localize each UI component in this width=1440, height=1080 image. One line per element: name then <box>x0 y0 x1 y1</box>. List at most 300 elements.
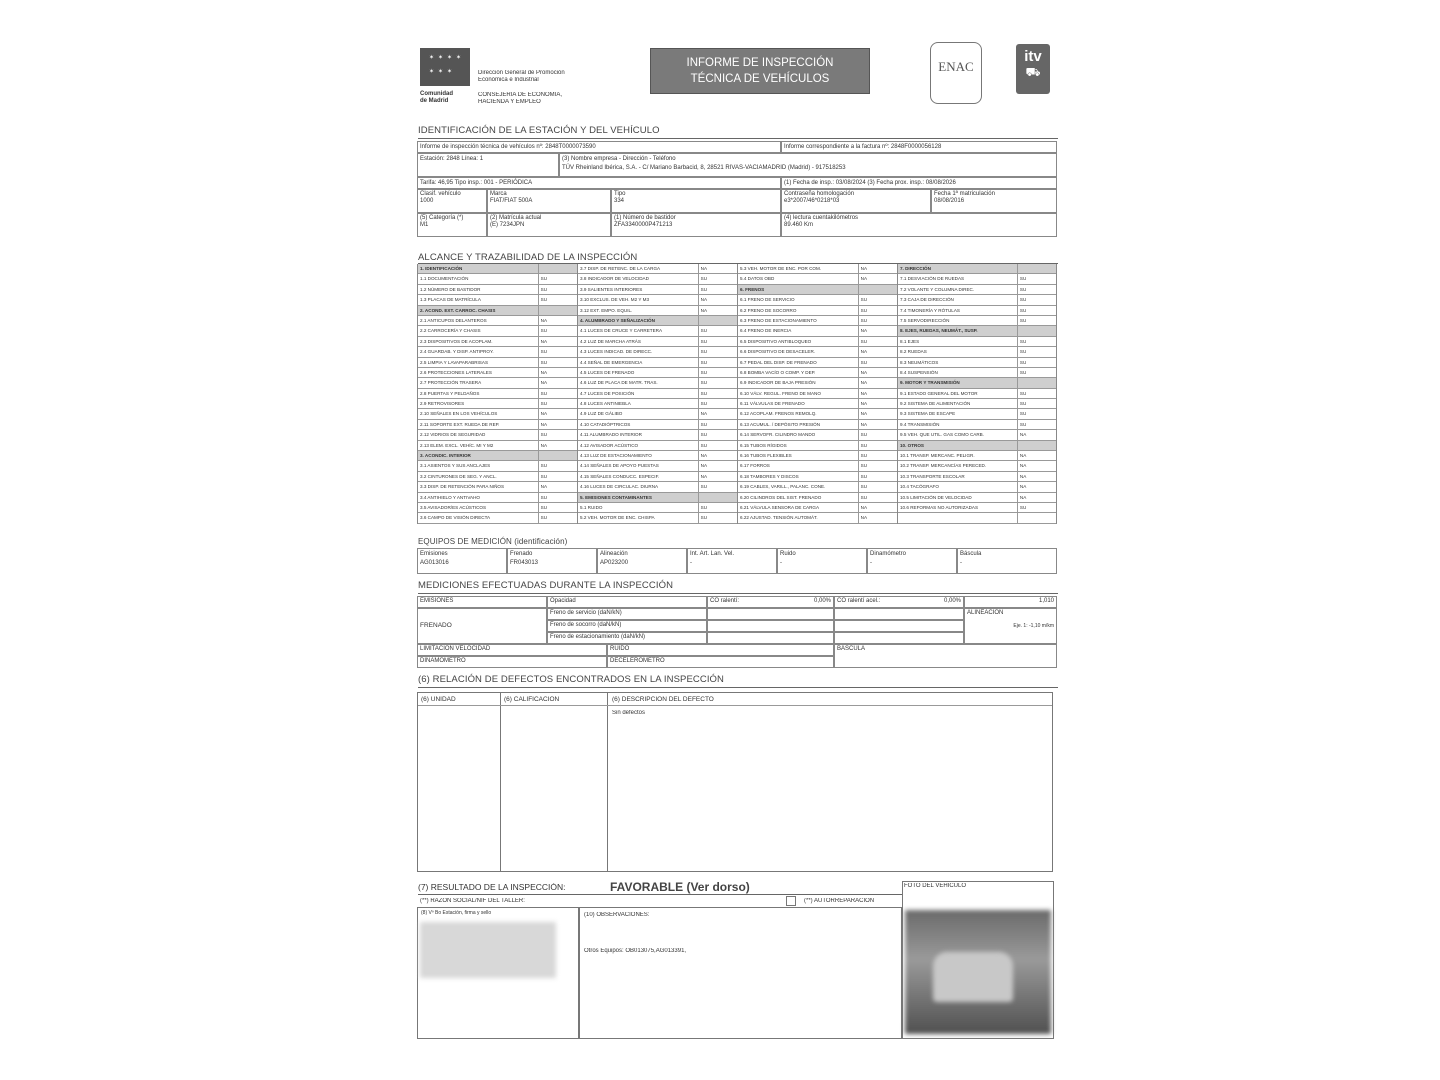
defects-col-unit: (6) UNIDAD <box>421 696 456 703</box>
scope-item-label: 3.6 CAMPO DE VISIÓN DIRECTA <box>418 513 539 522</box>
report-number-cell: Informe de inspección técnica de vehículos nº: 2848T0000073590 <box>417 141 781 153</box>
scope-row <box>578 274 737 284</box>
scope-item-result <box>859 285 897 294</box>
scope-row <box>578 285 737 295</box>
scope-row <box>738 389 897 399</box>
scope-row <box>578 378 737 388</box>
scope-item-result <box>699 493 737 502</box>
scope-item-result <box>539 264 577 273</box>
scope-item-label: 4.12 AVISADOR ACÚSTICO <box>578 441 699 450</box>
scope-item-label: 2.4 GUARDAB. Y DISP. ANTIPROY. <box>418 347 539 356</box>
scope-row <box>738 264 897 274</box>
scope-item-result: NA <box>700 473 708 479</box>
scope-item-label: 6.11 VÁLVULAS DE FRENADO <box>738 399 859 408</box>
scope-item-label: 2.9 RETROVISORES <box>418 399 539 408</box>
opacity-cell: Opacidad <box>547 596 707 608</box>
equipment-value: AG013016 <box>420 560 449 566</box>
scope-item-result <box>539 306 577 315</box>
scope-item-result: SU <box>540 359 548 365</box>
scope-section-title: ALCANCE Y TRAZABILIDAD DE LA INSPECCIÓN <box>418 252 638 263</box>
scope-item-label: 6.9 INDICADOR DE BAJA PRESIÓN <box>738 378 859 387</box>
scope-item-label: 1. IDENTIFICACIÓN <box>418 264 539 273</box>
scope-item-label: 10. OTROS <box>898 441 1018 450</box>
scope-row <box>898 513 1056 523</box>
scope-row <box>738 409 897 419</box>
scope-item-result: NA <box>860 411 868 417</box>
scope-row <box>738 295 897 305</box>
scope-item-result: SU <box>700 421 708 427</box>
scope-row <box>898 409 1056 419</box>
org-detail-3: CONSEJERÍA DE ECONOMÍA, <box>478 92 563 98</box>
scope-item-label: 7. DIRECCIÓN <box>898 264 1018 273</box>
scope-item-label: 3.2 CINTURONES DE SEG. Y ANCL. <box>418 472 539 481</box>
scope-row <box>418 420 577 430</box>
scope-item-result: SU <box>860 307 868 313</box>
scope-row <box>578 472 737 482</box>
scope-row <box>898 420 1056 430</box>
equipment-label: Frenado <box>510 551 533 557</box>
scope-item-result: SU <box>700 401 708 407</box>
service-brake-cell: Freno de servicio (daN/kN) <box>547 608 707 620</box>
scope-row <box>898 264 1056 274</box>
tipo-cell: Tipo 334 <box>611 189 781 213</box>
scope-row <box>898 472 1056 482</box>
scope-item-label: 6.15 TUBOS RÍGIDOS <box>738 441 859 450</box>
workshop-label: (**) RAZÓN SOCIAL/NIF DEL TALLER: <box>420 898 525 904</box>
autorepair-checkbox[interactable] <box>786 896 796 906</box>
scope-item-label: 4.6 LUZ DE PLACA DE MATR. TRAS. <box>578 378 699 387</box>
scope-row <box>738 378 897 388</box>
defects-table <box>417 692 1053 872</box>
scope-item-result: SU <box>860 494 868 500</box>
scope-row <box>898 482 1056 492</box>
scope-row <box>898 295 1056 305</box>
equipment-value: AP023200 <box>600 560 629 566</box>
scope-item-label: 3.5 AVISADOR/ES ACÚSTICOS <box>418 503 539 512</box>
scope-row <box>738 368 897 378</box>
equipment-value: - <box>870 560 872 566</box>
scope-item-result: SU <box>860 453 868 459</box>
scope-item-result: NA <box>860 421 868 427</box>
scope-item-result: SU <box>860 463 868 469</box>
scope-row <box>418 347 577 357</box>
scope-item-result: NA <box>540 484 548 490</box>
scope-item-label: 8. EJES, RUEDAS, NEUMÁT., SUSP. <box>898 326 1018 335</box>
scope-row <box>738 285 897 295</box>
scope-item-label: 6.12 ACOPLAM. FRENOS REMOLQ. <box>738 409 859 418</box>
scope-item-result: NA <box>1019 494 1027 500</box>
vehicle-photo <box>902 881 1054 1039</box>
scope-item-label: 5. EMISIONES CONTAMINANTES <box>578 493 699 502</box>
equipment-value: FR043013 <box>510 560 539 566</box>
co-accel-cell: CO ralentí acel.: 0,00% <box>834 596 964 608</box>
scope-row <box>418 430 577 440</box>
scope-row <box>578 409 737 419</box>
scope-row <box>578 347 737 357</box>
scope-row <box>578 441 737 451</box>
company-cell: (3) Nombre empresa - Dirección - Teléfono TÜV Rheinland Ibérica, S.A. - C/ Mariano Barbacid, 8, 28521 RIVAS-VACIAMADRID (Madrid) - 917518253 <box>559 153 1057 177</box>
scope-item-label: 4.5 LUCES DE FRENADO <box>578 368 699 377</box>
scope-item-label: 5.4 DATOS OBD <box>738 274 859 283</box>
scope-item-result: NA <box>1019 484 1027 490</box>
scope-item-result: NA <box>540 411 548 417</box>
speed-limit-cell: LIMITACIÓN VELOCIDAD <box>417 644 607 656</box>
scope-row <box>898 441 1056 451</box>
scope-item-label: 2.1 ANTICUPOS DELANTEROS <box>418 316 539 325</box>
scope-item-label: 4.8 LUCES ANTINIEBLA <box>578 399 699 408</box>
scope-row <box>738 503 897 513</box>
scope-item-result: SU <box>700 328 708 334</box>
org-detail-4: HACIENDA Y EMPLEO <box>478 99 541 105</box>
scope-grid <box>417 264 1057 524</box>
scope-item-result: NA <box>860 390 868 396</box>
equipment-cell <box>687 548 777 574</box>
equipment-cell <box>777 548 867 574</box>
scope-row <box>578 461 737 471</box>
scope-item-label: 4.14 SEÑALES DE APOYO PUESTAS <box>578 461 699 470</box>
scope-row <box>738 347 897 357</box>
scope-item-label: 9.5 VEH. QUE UTIL. GAS COMO CARB. <box>898 430 1018 439</box>
org-detail-2: Económica e Industrial <box>478 77 539 83</box>
scope-item-label: 3.4 ANTIHIELO Y ANTIVAHO <box>418 493 539 502</box>
invoice-number-cell: Informe correspondiente a la factura nº: 2848F0000056128 <box>781 141 1057 153</box>
inspection-report-page <box>414 40 1058 1070</box>
scope-item-result: SU <box>1019 390 1027 396</box>
scope-item-label: 3.3 DISP. DE RETENCIÓN PARA NIÑOS <box>418 482 539 491</box>
scope-item-label: 10.5 LIMITACIÓN DE VELOCIDAD <box>898 493 1018 502</box>
scope-item-result: SU <box>700 390 708 396</box>
scope-row <box>418 503 577 513</box>
scope-item-label: 5.1 RUIDO <box>578 503 699 512</box>
scope-item-label: 3.12 EXT. EMPO. EQUIL. <box>578 306 699 315</box>
scope-item-result <box>539 451 577 460</box>
scope-item-result: SU <box>540 473 548 479</box>
scope-item-label: 6.20 CILINDROS DEL SIST. FRENADO <box>738 493 859 502</box>
scope-item-result: NA <box>860 380 868 386</box>
scope-row <box>898 461 1056 471</box>
scope-row <box>898 378 1056 388</box>
scope-item-result: NA <box>860 401 868 407</box>
scope-item-result: NA <box>540 317 548 323</box>
scope-item-result: SU <box>1019 307 1027 313</box>
scope-item-label: 9. MOTOR Y TRANSMISIÓN <box>898 378 1018 387</box>
scope-item-result <box>699 316 737 325</box>
station-cell: Estación: 2848 Línea: 1 <box>417 153 559 177</box>
scope-row <box>898 493 1056 503</box>
scope-item-label: 6.14 SERVOFR. CILINDRO MANDO <box>738 430 859 439</box>
scope-row <box>418 326 577 336</box>
scope-column <box>577 264 737 524</box>
scope-item-result: NA <box>860 276 868 282</box>
scope-item-result: SU <box>860 297 868 303</box>
parking-brake-cell: Freno de estacionamiento (daN/kN) <box>547 632 707 644</box>
vin-cell: (1) Número de bastidor ZFA3340000P471213 <box>611 213 781 237</box>
scope-item-label: 2. ACOND. EXT. CARROC. CHASIS <box>418 306 539 315</box>
defects-section-title: (6) RELACIÓN DE DEFECTOS ENCONTRADOS EN LA INSPECCIÓN <box>418 674 725 685</box>
scope-item-result: SU <box>700 369 708 375</box>
observations-label: (10) OBSERVACIONES: <box>584 912 650 918</box>
scope-item-label: 4.3 LUCES INDICAD. DE DIRECC. <box>578 347 699 356</box>
car-icon: ⛟ <box>1025 65 1041 79</box>
scope-item-result: NA <box>1019 432 1027 438</box>
observations-text: Otros Equipos: OB013075,AG013391, <box>584 948 687 954</box>
scope-item-label: 6.10 VÁLV. REGUL. FRENO DE MANO <box>738 389 859 398</box>
equipment-label: Ruido <box>780 551 796 557</box>
scope-row <box>418 264 577 274</box>
scope-item-label: 2.5 LIMPIA Y LAVAPARABRISAS <box>418 358 539 367</box>
scope-item-label: 10.6 REFORMAS NO AUTORIZADAS <box>898 503 1018 512</box>
report-title-line-2: TÉCNICA DE VEHÍCULOS <box>690 73 830 85</box>
scope-item-label: 6.7 PEDAL DEL DISP. DE FRENADO <box>738 358 859 367</box>
dynamometer-cell: DINAMÓMETRO <box>417 656 607 668</box>
scope-row <box>578 451 737 461</box>
scope-item-label: 3.1 ASIENTOS Y SUS ANCLAJES <box>418 461 539 470</box>
scope-row <box>738 451 897 461</box>
equipment-section-title: EQUIPOS DE MEDICIÓN (identificación) <box>418 537 568 546</box>
scope-item-label: 6.3 FRENO DE ESTACIONAMIENTO <box>738 316 859 325</box>
scope-row <box>418 461 577 471</box>
scope-row <box>738 472 897 482</box>
scope-item-result: SU <box>700 338 708 344</box>
scope-item-label: 6.22 AJUSTAD. TENSIÓN AUTOMÁT. <box>738 513 859 522</box>
vehicle-photo-label: FOTO DEL VEHÍCULO <box>904 883 967 889</box>
scope-item-result: SU <box>700 349 708 355</box>
scope-row <box>578 306 737 316</box>
scope-row <box>418 316 577 326</box>
tarifa-cell: Tarifa: 46,95 Tipo insp.: 001 - PERIÓDICA <box>417 177 781 189</box>
scope-row <box>898 399 1056 409</box>
scope-item-result: SU <box>860 317 868 323</box>
scope-column <box>897 264 1057 524</box>
scope-row <box>898 326 1056 336</box>
scope-row <box>738 461 897 471</box>
braking-label-cell: FRENADO <box>417 608 547 644</box>
scope-item-label: 6.6 DISPOSITIVO DE DESACELER. <box>738 347 859 356</box>
scope-item-label: 6.19 CABLES, VARILL., PALANC. CONE. <box>738 482 859 491</box>
equipment-value: - <box>780 560 782 566</box>
defects-first-row: Sin defectos <box>612 710 646 716</box>
scope-row <box>418 337 577 347</box>
scope-row <box>578 337 737 347</box>
scope-item-result: SU <box>1019 421 1027 427</box>
scope-item-result: SU <box>540 390 548 396</box>
scope-item-label: 8.2 RUEDAS <box>898 347 1018 356</box>
scope-row <box>738 358 897 368</box>
scope-item-result: SU <box>700 432 708 438</box>
defects-col-description: (6) DESCRIPCIÓN DEL DEFECTO <box>612 696 714 703</box>
scope-item-label: 3.7 DISP. DE RETENC. DE LA CARGA <box>578 264 699 273</box>
scope-item-result: SU <box>700 286 708 292</box>
scope-item-label: 3.9 SALIENTES INTERIORES <box>578 285 699 294</box>
scope-item-label: 10.2 TRANSP. MERCANCÍAS PERECED. <box>898 461 1018 470</box>
scope-item-label: 5.3 VEH. MOTOR DE ENC. POR COM. <box>738 264 859 273</box>
scope-item-result: SU <box>1019 369 1027 375</box>
scope-row <box>418 399 577 409</box>
scope-item-result: NA <box>860 515 868 521</box>
scope-item-result: NA <box>540 369 548 375</box>
scope-item-label: 1.3 PLACAS DE MATRÍCULA <box>418 295 539 304</box>
scope-item-label: 10.1 TRANSP. MERCANC. PELIGR. <box>898 451 1018 460</box>
scope-item-label: 2.11 SOPORTE EXT. RUEDA DE REP. <box>418 420 539 429</box>
scope-item-label: 7.4 TIMONERÍA Y RÓTULAS <box>898 306 1018 315</box>
scope-item-result: NA <box>540 442 548 448</box>
equipment-cell <box>507 548 597 574</box>
scope-item-label: 6. FRENOS <box>738 285 859 294</box>
scope-row <box>418 441 577 451</box>
scope-item-label: 2.2 CARROCERÍA Y CHASIS <box>418 326 539 335</box>
scope-item-label: 4.2 LUZ DE MARCHA ATRÁS <box>578 337 699 346</box>
equipment-value: - <box>960 560 962 566</box>
result-value: FAVORABLE (Ver dorso) <box>610 880 750 894</box>
alignment-cell: ALINEACIÓN Eje. 1: -1,10 m/km <box>964 608 1057 644</box>
scope-item-label: 4.13 LUZ DE ESTACIONAMIENTO <box>578 451 699 460</box>
scope-item-result: SU <box>700 515 708 521</box>
scope-item-result: SU <box>1019 338 1027 344</box>
scope-item-label: 4.7 LUCES DE POSICIÓN <box>578 389 699 398</box>
scope-item-label: 4. ALUMBRADO Y SEÑALIZACIÓN <box>578 316 699 325</box>
noise-cell: RUIDO <box>607 644 834 656</box>
scale-cell: BÁSCULA <box>834 644 1057 668</box>
scope-item-result: SU <box>860 442 868 448</box>
scope-item-label: 9.1 ESTADO GENERAL DEL MOTOR <box>898 389 1018 398</box>
scope-item-label: 2.10 SEÑALES EN LOS VEHÍCULOS <box>418 409 539 418</box>
scope-item-result <box>1018 441 1056 450</box>
scope-item-label: 4.11 ALUMBRADO INTERIOR <box>578 430 699 439</box>
equipment-cell <box>417 548 507 574</box>
scope-item-result: NA <box>700 297 708 303</box>
scope-item-result: SU <box>700 442 708 448</box>
scope-row <box>898 358 1056 368</box>
scope-item-result: SU <box>540 349 548 355</box>
scope-row <box>578 358 737 368</box>
scope-item-label: 6.4 FRENO DE INERCIA <box>738 326 859 335</box>
itv-label: itv <box>1024 48 1042 65</box>
scope-item-result: SU <box>1019 401 1027 407</box>
scope-item-label: 6.1 FRENO DE SERVICIO <box>738 295 859 304</box>
scope-row <box>898 503 1056 513</box>
scope-item-label: 6.18 TAMBORES Y DISCOS <box>738 472 859 481</box>
scope-row <box>738 306 897 316</box>
scope-item-result: NA <box>700 453 708 459</box>
scope-row <box>578 389 737 399</box>
scope-item-label: 6.21 VÁLVULA SENSORA DE CARGA <box>738 503 859 512</box>
inspection-dates-cell: (1) Fecha de insp.: 03/08/2024 (3) Fecha prox. insp.: 08/08/2026 <box>781 177 1057 189</box>
co-idle-cell: CO ralentí: 0,00% <box>707 596 834 608</box>
scope-item-result: NA <box>540 421 548 427</box>
scope-item-result: SU <box>700 380 708 386</box>
equipment-label: Dinamómetro <box>870 551 907 557</box>
measurements-section-title: MEDICIONES EFECTUADAS DURANTE LA INSPECCIÓN <box>418 580 674 591</box>
scope-item-label: 7.1 DESVIACIÓN DE RUEDAS <box>898 274 1018 283</box>
scope-row <box>738 399 897 409</box>
scope-column <box>737 264 897 524</box>
clasif-cell: Clasif. vehículo 1000 <box>417 189 487 213</box>
lambda-cell: 1,010 <box>964 596 1057 608</box>
itv-logo <box>1016 44 1050 94</box>
scope-row <box>738 493 897 503</box>
scope-item-result: SU <box>540 432 548 438</box>
scope-item-result: NA <box>700 411 708 417</box>
scope-row <box>578 430 737 440</box>
scope-row <box>418 493 577 503</box>
scope-item-result: NA <box>860 504 868 510</box>
plate-cell: (2) Matrícula actual (E) 7234JPN <box>487 213 611 237</box>
scope-item-result <box>1018 378 1056 387</box>
scope-item-result: SU <box>540 286 548 292</box>
scope-item-result: SU <box>860 359 868 365</box>
scope-item-label: 7.3 CAJA DE DIRECCIÓN <box>898 295 1018 304</box>
scope-item-label: 10.4 TACÓGRAFO <box>898 482 1018 491</box>
scope-item-result: SU <box>540 401 548 407</box>
scope-item-result: SU <box>700 484 708 490</box>
scope-row <box>418 306 577 316</box>
observations-box <box>579 907 902 1039</box>
enac-label: ENAC <box>938 59 974 74</box>
scope-row <box>738 482 897 492</box>
scope-row <box>578 399 737 409</box>
scope-item-result: NA <box>700 463 708 469</box>
odometer-cell: (4) lectura cuentakilómetros 89.460 Km <box>781 213 1057 237</box>
scope-row <box>898 316 1056 326</box>
scope-row <box>418 472 577 482</box>
scope-item-label: 6.2 FRENO DE SOCORRO <box>738 306 859 315</box>
scope-item-label: 8.4 SUSPENSIÓN <box>898 368 1018 377</box>
equipment-row <box>417 548 1057 574</box>
first-registration-cell: Fecha 1ª matriculación 08/08/2016 <box>931 189 1057 213</box>
report-title-line-1: INFORME DE INSPECCIÓN <box>686 57 834 69</box>
scope-item-label: 4.15 SEÑALES CONDUCC. ESPECIF. <box>578 472 699 481</box>
scope-item-label: 4.1 LUCES DE CRUCE Y CARRETERA <box>578 326 699 335</box>
scope-row <box>418 285 577 295</box>
equipment-cell <box>597 548 687 574</box>
scope-row <box>898 306 1056 316</box>
equipment-cell <box>957 548 1057 574</box>
category-cell: (5) Categoría (*) M1 <box>417 213 487 237</box>
identification-section-title: IDENTIFICACIÓN DE LA ESTACIÓN Y DEL VEHÍCULO <box>418 125 660 136</box>
scope-item-label: 6.8 BOMBA VACÍO O COMP. Y DEP. <box>738 368 859 377</box>
scope-item-label: 2.13 ELEM. EXCL. VEHÍC. MI Y M2 <box>418 441 539 450</box>
scope-item-label: 3.10 EXCLUS. DE VEH. M2 Y M3 <box>578 295 699 304</box>
scope-item-result: SU <box>860 432 868 438</box>
scope-row <box>898 337 1056 347</box>
scope-item-result: NA <box>860 369 868 375</box>
scope-item-result: NA <box>860 349 868 355</box>
scope-item-label: 4.4 SEÑAL DE EMERGENCIA <box>578 358 699 367</box>
scope-item-label: 5.2 VEH. MOTOR DE ENC. CHISPA <box>578 513 699 522</box>
scope-item-result: NA <box>700 307 708 313</box>
homologation-cell: Contraseña homologación e3*2007/46*0218*03 <box>781 189 931 213</box>
emissions-label-cell: EMISIONES <box>417 596 547 608</box>
scope-item-result: SU <box>540 297 548 303</box>
scope-item-result: SU <box>540 276 548 282</box>
scope-item-result: SU <box>540 504 548 510</box>
scope-item-label: 3.8 INDICADOR DE VELOCIDAD <box>578 274 699 283</box>
scope-item-result: SU <box>860 484 868 490</box>
equipment-cell <box>867 548 957 574</box>
scope-item-label: 7.5 SERVODIRECCIÓN <box>898 316 1018 325</box>
scope-row <box>578 503 737 513</box>
scope-item-result: SU <box>700 359 708 365</box>
equipment-label: Emisiones <box>420 551 448 557</box>
redacted-stamp <box>420 922 556 978</box>
scope-item-label: 9.2 SISTEMA DE ALIMENTACIÓN <box>898 399 1018 408</box>
scope-item-result: SU <box>700 504 708 510</box>
stamp-box <box>417 907 579 1039</box>
scope-row <box>738 441 897 451</box>
scope-row <box>898 368 1056 378</box>
scope-row <box>738 513 897 523</box>
scope-item-label: 4.10 CATADIÓPTRICOS <box>578 420 699 429</box>
